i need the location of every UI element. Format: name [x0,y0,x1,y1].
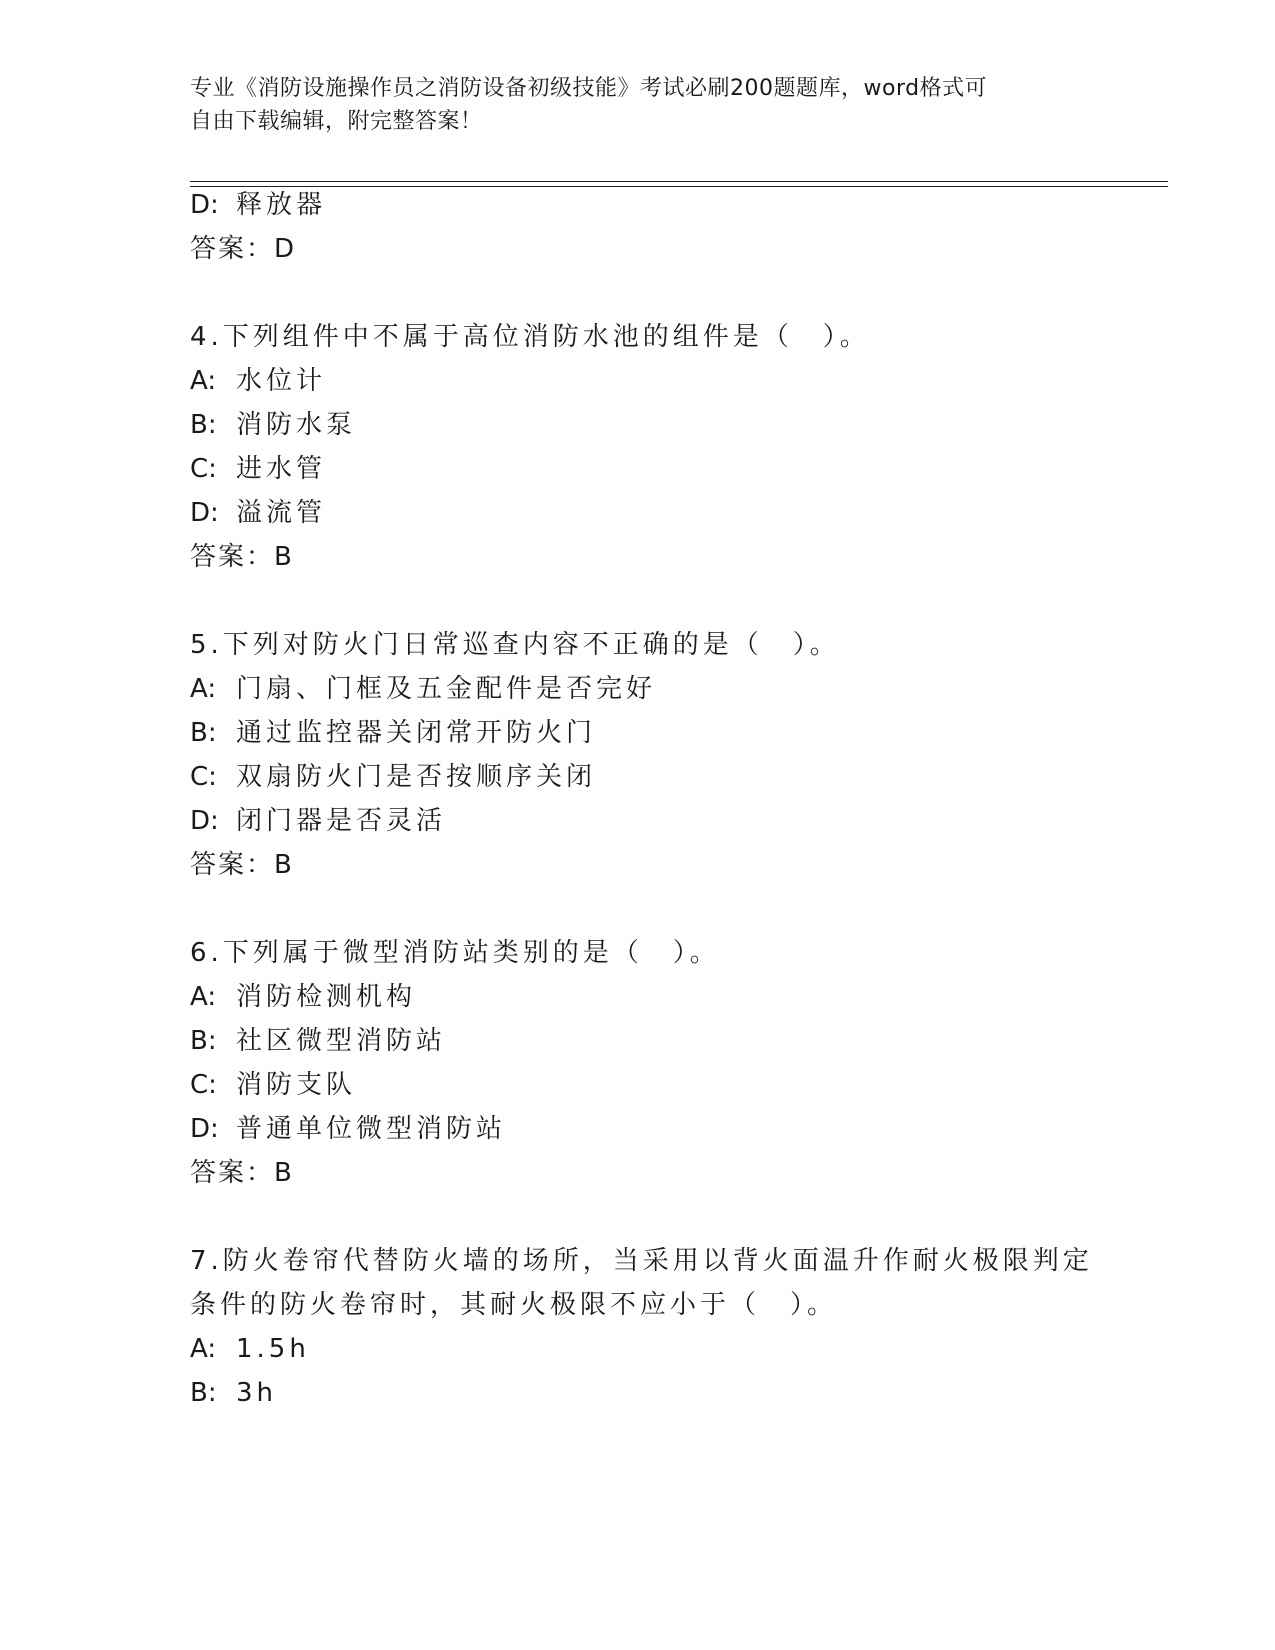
option-text: 消防检测机构 [236,982,417,1012]
question-7-stem-line-1: 7.防火卷帘代替防火墙的场所，当采用以背火面温升作耐火极限判定 [190,1246,1093,1276]
option-letter: A: [190,1334,217,1364]
document-header [190,72,1090,138]
question-6-option-c [190,1068,356,1102]
option-text: 进水管 [236,454,327,484]
header-line-2: 自由下载编辑，附完整答案！ [190,109,483,134]
question-5-option-d [190,804,446,838]
option-text: 普通单位微型消防站 [236,1114,507,1144]
option-letter: B: [190,1378,217,1408]
option-letter: A: [190,674,217,704]
header-divider-top [190,181,1168,182]
header-line-1: 专业《消防设施操作员之消防设备初级技能》考试必刷200题题库，word格式可 [190,76,988,101]
question-6-stem: 6.下列属于微型消防站类别的是（ ）。 [190,938,720,968]
option-text: 门扇、门框及五金配件是否完好 [236,674,657,704]
option-letter: C: [190,1070,217,1100]
question-5-answer: 答案：B [190,850,294,880]
question-6-option-a [190,980,416,1014]
question-4-answer: 答案：B [190,542,294,572]
question-6-option-d [190,1112,506,1146]
prev-question-option-d [190,188,326,222]
question-5-option-a [190,672,656,706]
option-letter: D: [190,1114,219,1144]
option-text: 社区微型消防站 [236,1026,447,1056]
question-4-option-d [190,496,326,530]
option-letter: C: [190,454,217,484]
option-text: 3h [236,1378,278,1408]
question-5-option-c [190,760,596,794]
question-4-option-b [190,408,356,442]
question-5-option-b [190,716,596,750]
option-text: 双扇防火门是否按顺序关闭 [236,762,597,792]
option-text: 释放器 [236,190,327,220]
option-letter: B: [190,718,217,748]
question-6-option-b [190,1024,446,1058]
option-letter: D: [190,498,219,528]
question-5-stem: 5.下列对防火门日常巡查内容不正确的是（ ）。 [190,630,840,660]
question-7-option-b [190,1376,277,1410]
option-text: 水位计 [236,366,327,396]
question-4-stem: 4.下列组件中不属于高位消防水池的组件是（ ）。 [190,322,870,352]
question-6-answer: 答案：B [190,1158,294,1188]
option-text: 通过监控器关闭常开防火门 [236,718,597,748]
option-letter: A: [190,982,217,1012]
question-7-option-a [190,1332,310,1366]
prev-question-answer: 答案：D [190,234,297,264]
question-4-option-a [190,364,326,398]
option-letter: C: [190,762,217,792]
option-text: 溢流管 [236,498,327,528]
option-text: 消防水泵 [236,410,357,440]
option-text: 闭门器是否灵活 [236,806,447,836]
option-letter: D: [190,190,219,220]
option-letter: B: [190,1026,217,1056]
option-letter: D: [190,806,219,836]
option-letter: B: [190,410,217,440]
question-7-stem-line-2: 条件的防火卷帘时，其耐火极限不应小于（ ）。 [190,1290,838,1320]
option-text: 1.5h [236,1334,310,1364]
header-divider-bottom [190,186,1168,187]
question-4-option-c [190,452,326,486]
option-letter: A: [190,366,217,396]
option-text: 消防支队 [236,1070,357,1100]
